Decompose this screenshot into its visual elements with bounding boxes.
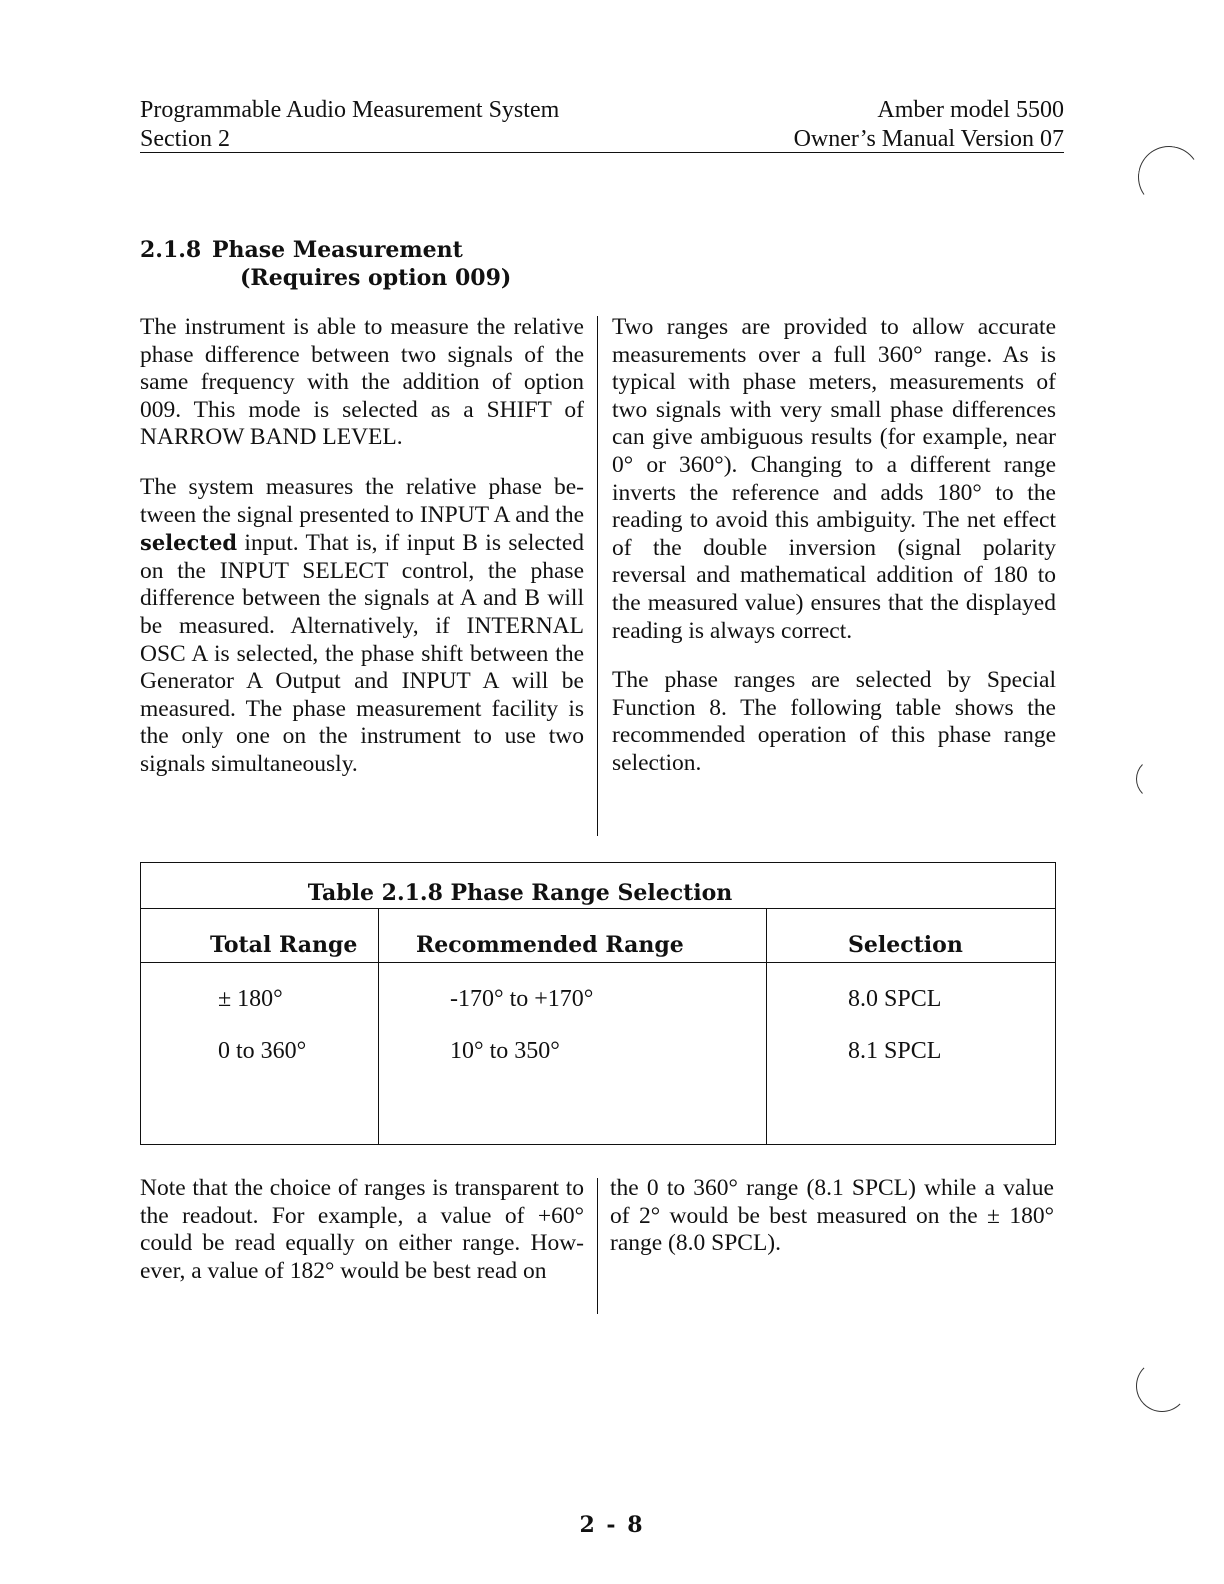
binder-hole-mark-top	[1133, 141, 1205, 213]
table-cell: ± 180°	[218, 986, 283, 1012]
table-cell: 10° to 350°	[450, 1038, 560, 1064]
table-header-selection: Selection	[848, 932, 963, 958]
note-left-column	[140, 1175, 584, 1285]
header-section: Section 2	[140, 126, 230, 152]
table-header-recommended-range: Recommended Range	[416, 932, 684, 958]
table-cell: 8.1 SPCL	[848, 1038, 942, 1064]
table-header-total-range: Total Range	[210, 932, 358, 958]
body-left-paragraph-2	[140, 474, 584, 779]
emphasis-selected: selected	[140, 530, 238, 556]
column-divider	[597, 316, 598, 836]
body-right-paragraph-2: The phase ranges are selected by Special Function 8. The following table shows the recommended operation of this phase range selection.	[612, 667, 1056, 776]
body-right-paragraph-1: Two ranges are provided to allow accurate measurements over a full 360° range. As is typical with phase meters, measurements of two signals with very small phase differences can give ambiguous results (for example, near 0° or 360°). Changing to a different range inverts the reference and adds 180° to the reading to avoid this ambiguity. The net effect of the double inversion (signal polarity reversal and mathematical addition of 180 to the measured value) ensures that the displayed reading is always correct.	[612, 314, 1056, 644]
section-heading	[140, 236, 511, 292]
header-right	[794, 96, 1064, 154]
section-subtitle: (Requires option 009)	[240, 265, 512, 291]
text-run: The system measures the relative phase between the signal presented to INPUT A and the	[140, 473, 584, 528]
note-left-paragraph: Note that the choice of ranges is transparent to the readout. For example, a value of +60° could be read equally on either range. However, a value of 182° would be best read on	[140, 1175, 584, 1284]
body-right-column	[612, 314, 1056, 778]
table-cell: 8.0 SPCL	[848, 986, 942, 1012]
text-run: input. That is, if input B is selected on the INPUT SELECT control, the phase difference between the signals at A and B will be measured. Alternatively, if INTERNAL OSC A is selected, the phase shift between the Generator A Output and INPUT A will be measured. The phase measurement facility is the only one on the instrument to use two signals simultaneously.	[140, 530, 584, 777]
table-column-rule-1	[378, 908, 379, 1145]
header-model: Amber model 5500	[877, 97, 1064, 123]
table-title: Table 2.1.8 Phase Range Selection	[307, 880, 733, 906]
table-cell: 0 to 360°	[218, 1038, 307, 1064]
table-title-rule	[140, 908, 1056, 909]
header-manual-version: Owner’s Manual Version 07	[793, 126, 1064, 152]
note-right-paragraph: the 0 to 360° range (8.1 SPCL) while a value of 2° would be best measured on the ± 180° range (8.0 SPCL).	[610, 1175, 1054, 1257]
page-number: 2 - 8	[579, 1512, 645, 1538]
note-right-column	[610, 1175, 1054, 1258]
table-column-rule-2	[766, 908, 767, 1145]
binder-hole-mark-middle	[1136, 758, 1178, 800]
body-left-paragraph-1: The instrument is able to measure the relative phase difference between two signals of the same frequency with the addition of option 009. This mode is selected as a SHIFT of NARROW BAND LEVEL.	[140, 314, 584, 451]
header-rule	[140, 152, 1064, 153]
section-number: 2.1.8	[140, 237, 202, 263]
table-cell: -170° to +170°	[450, 986, 594, 1012]
note-column-divider	[597, 1178, 598, 1314]
section-title: Phase Measurement	[212, 237, 463, 263]
binder-hole-mark-bottom	[1136, 1360, 1188, 1412]
header-title: Programmable Audio Measurement System	[140, 97, 560, 123]
table-header-rule	[140, 962, 1056, 963]
body-left-column	[140, 314, 584, 779]
header-left	[140, 96, 559, 154]
